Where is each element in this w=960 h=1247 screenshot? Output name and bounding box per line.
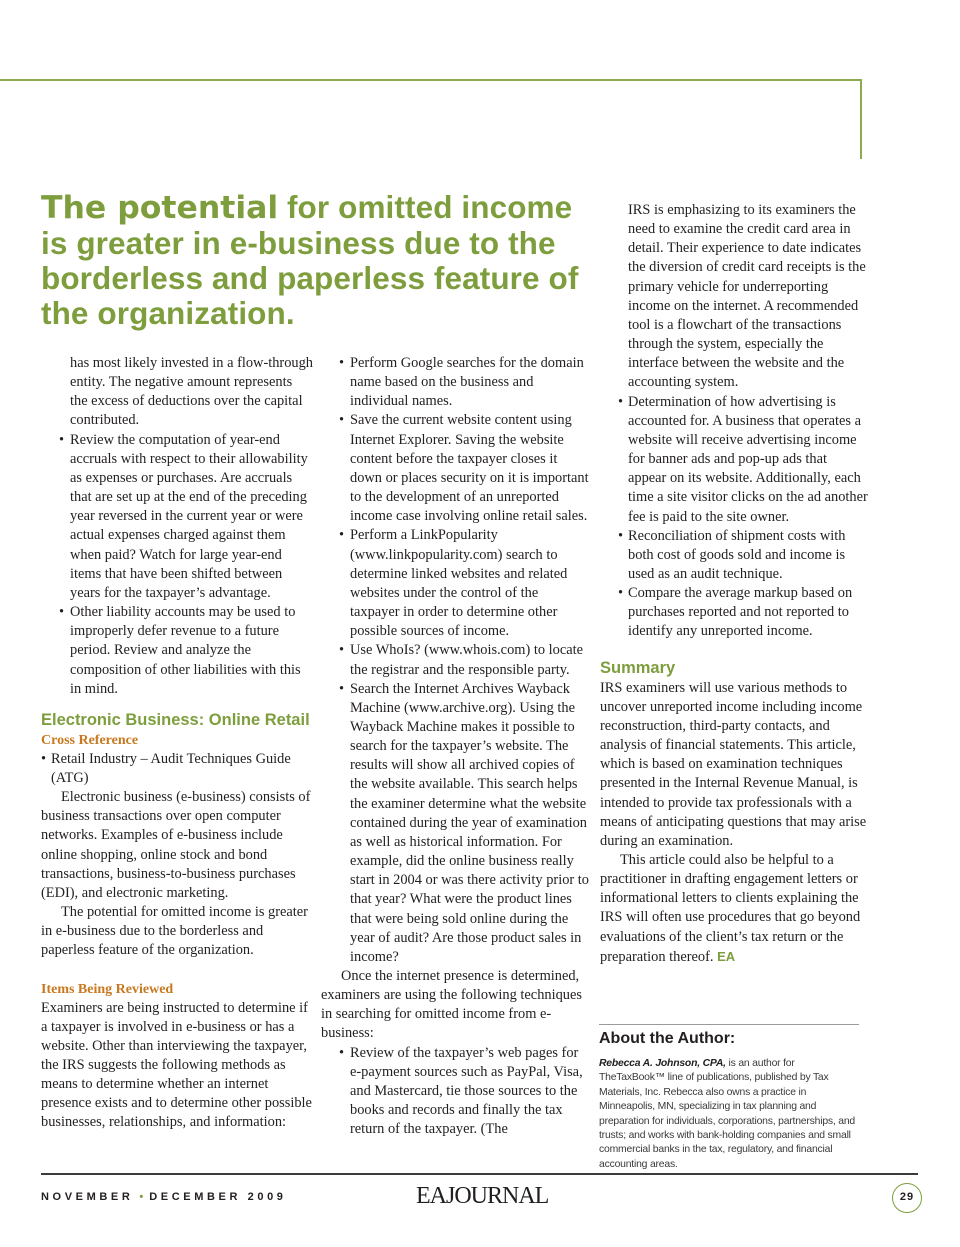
list-item: • Review the computation of year-end accruals with respect to their allowability as expenses or purchases. Are accruals that are set up at the end of the preceding year reversed in the current year or were actual expenses charged against them when paid? Watch for large year-end items that have been shifted between years for the taxpayer’s advantage. xyxy=(41,431,313,603)
col1-bullet-list xyxy=(41,431,313,699)
ea-journal-logo: EAJOURNAL xyxy=(416,1183,549,1209)
col3-bullet-list xyxy=(600,393,868,642)
list-item: • Retail Industry – Audit Techniques Guide (ATG) xyxy=(41,750,313,788)
list-item: • Use WhoIs? (www.whois.com) to locate the registrar and the responsible party. xyxy=(321,641,589,679)
pull-quote-text: for omitted income is greater in e-business due to the borderless and paperless feature of the organization. xyxy=(41,189,579,331)
col1-para-items: Examiners are being instructed to determine if a taxpayer is involved in e-business or has a website. Other than interviewing the taxpayer, the IRS suggests the following methods as means to determine whether an internet presence exists and to determine other possible businesses, relationships, and information: xyxy=(41,999,312,1131)
author-bio xyxy=(599,1057,861,1172)
author-divider xyxy=(599,1024,859,1025)
column-2 xyxy=(321,354,589,1139)
list-item: • Compare the average markup based on purchases reported and not reported to identify any unreported income. xyxy=(600,584,868,641)
list-item: • Review of the taxpayer’s web pages for e-payment sources such as PayPal, Visa, and Mastercard, tie those sources to the books and records and finally the tax return of the taxpayer. (The xyxy=(321,1044,589,1140)
col2-bullet-list xyxy=(321,354,589,967)
column-1 xyxy=(41,354,313,1133)
pull-quote xyxy=(41,190,601,331)
footer-issue-date xyxy=(41,1191,287,1203)
list-item: • Determination of how advertising is accounted for. A business that operates a website will receive advertising income for banner ads and pop-up ads that appear on its website. Additionally, each time a site visitor clicks on the ad another fee is paid to the site owner. xyxy=(600,393,868,527)
list-item: • Perform Google searches for the domain name based on the business and individual names. xyxy=(321,354,589,411)
summary-para-2 xyxy=(600,851,868,967)
subheading-cross-reference: Cross Reference xyxy=(41,732,139,748)
about-author-heading: About the Author: xyxy=(599,1030,736,1047)
summary-para-1: IRS examiners will use various methods to uncover unreported income including income reconstruction, third-party contacts, and analysis of financial statements. This article, which is based on examination techniques presented in the Internal Revenue Manual, is intended to provide tax professionals with a means of anticipating questions that may arise during an examination. xyxy=(600,679,867,849)
col1-para-potential: The potential for omitted income is greater in e-business due to the borderless and paperless feature of the organization. xyxy=(41,904,308,959)
col1-intro: has most likely invested in a flow-through entity. The negative amount represents the excess of deductions over the capital contributed. xyxy=(70,355,314,429)
pull-quote-lead: The potential xyxy=(41,190,279,226)
col2-bullet-list-2 xyxy=(321,1044,589,1140)
section-heading-electronic-business: Electronic Business: Online Retail xyxy=(41,710,310,729)
footer-month-1: NOVEMBER xyxy=(41,1191,134,1203)
top-rule xyxy=(0,79,862,81)
column-3 xyxy=(600,201,868,967)
list-item: • Search the Internet Archives Wayback Machine (www.archive.org). Using the Wayback Machine makes it possible to search for the taxpayer’s website. The results will show all archived copies of the website available. This search helps the examiner determine what the website contained during the year of examination as well as historical information. For example, did the online business really start in 2004 or was there activity prior to that year? What were the product lines that were being sold online during the year of audit? Are those product sales in income? xyxy=(321,680,589,967)
col3-continuation: IRS is emphasizing to its examiners the need to examine the credit card area in detail. Their experience to date indicates the diversion of credit card receipts is the primary vehicle for underreporting income on the internet. A recommended tool is a flowchart of the transactions through the system, especially the interface between the website and the accounting system. xyxy=(628,202,866,391)
footer-separator: • xyxy=(139,1191,144,1203)
col2-para: Once the internet presence is determined, examiners are using the following techniques in searching for omitted income from e-business: xyxy=(321,968,582,1042)
list-item: • Reconciliation of shipment costs with both cost of goods sold and income is used as an audit technique. xyxy=(600,527,868,584)
list-item: • Perform a LinkPopularity (www.linkpopularity.com) search to determine linked websites and related websites under the control of the taxpayer in order to determine other possible sources of income. xyxy=(321,526,589,641)
footer-month-2: DECEMBER 2009 xyxy=(149,1191,287,1203)
section-heading-summary: Summary xyxy=(600,658,676,677)
page-number: 29 xyxy=(892,1183,922,1213)
list-item: • Other liability accounts may be used to improperly defer revenue to a future period. Review and analyze the composition of other liabilities with this in mind. xyxy=(41,603,313,699)
list-item: • Save the current website content using Internet Explorer. Saving the website content before the taxpayer closes it down or places security on it is important to the development of an unreported income case involving online retail sales. xyxy=(321,411,589,526)
end-mark: EA xyxy=(717,948,736,964)
col1-para-ebusiness: Electronic business (e-business) consists of business transactions over open computer networks. Examples of e-business include online shopping, online stock and bond transactions, business-to-business purchases (EDI), and electronic marketing. xyxy=(41,789,311,901)
author-bio-text: is an author for TheTaxBook™ line of publications, published by Tax Materials, Inc. Rebecca also owns a practice in Minneapolis, MN, specializing in tax planning and preparation for individuals, corporations, partnerships, and trusts; and works with bank-holding companies and small commercial banks in the tax, regulatory, and financial accounting areas. xyxy=(599,1058,856,1170)
subheading-items-being-reviewed: Items Being Reviewed xyxy=(41,981,174,997)
top-rule-corner xyxy=(860,79,862,159)
footer-rule xyxy=(41,1173,918,1175)
summary-para-2-text: This article could also be helpful to a practitioner in drafting engagement letters or informational letters to clients explaining the IRS will often use procedures that go beyond evaluations of the client’s tax return or the preparation thereof. xyxy=(600,852,861,965)
author-name: Rebecca A. Johnson, CPA, xyxy=(599,1058,726,1069)
cross-reference-list xyxy=(41,750,313,788)
